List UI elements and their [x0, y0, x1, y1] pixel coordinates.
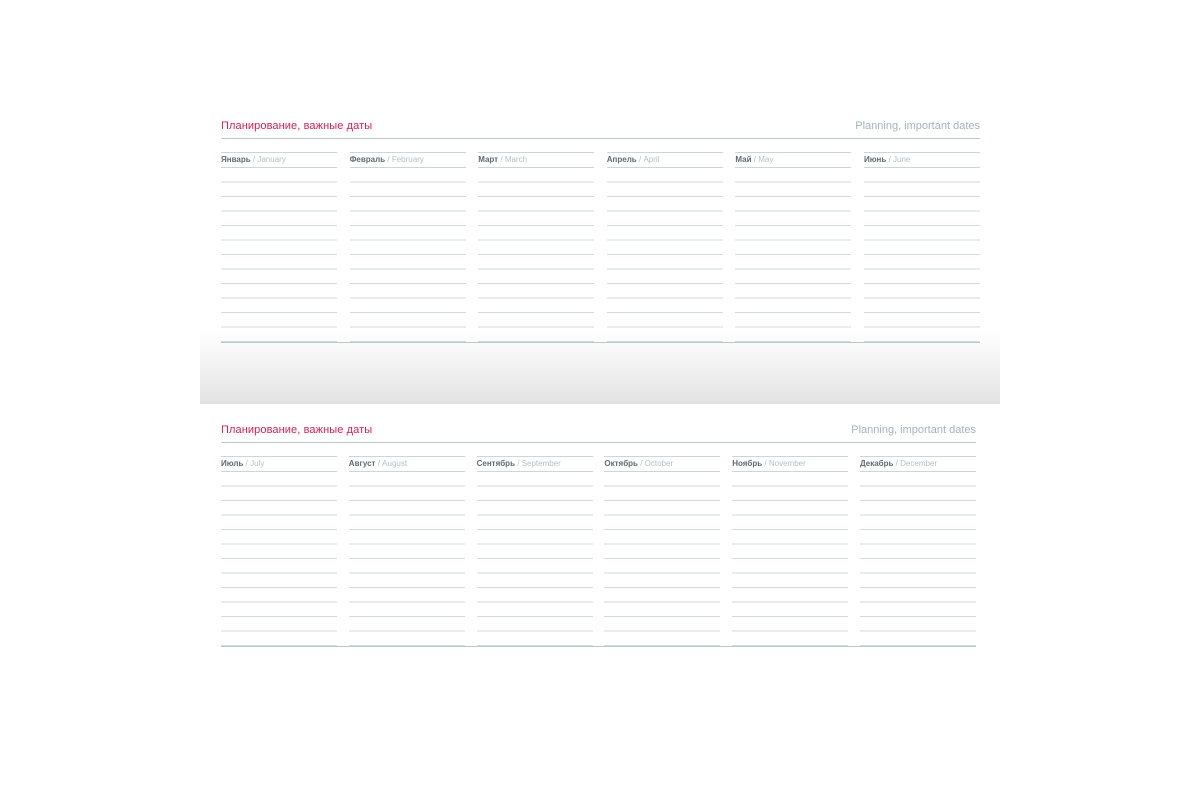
month-name-english: April: [643, 155, 660, 164]
month-heading: [350, 152, 466, 168]
month-separator: /: [764, 459, 767, 468]
month-heading: [221, 152, 337, 168]
month-name-english: March: [504, 155, 528, 164]
planning-sheet-second-half: [200, 408, 1000, 688]
month-column-march: [478, 152, 594, 342]
month-heading: [864, 152, 980, 168]
month-heading: [860, 456, 976, 472]
month-name-russian: Июль: [221, 459, 244, 468]
month-columns: [221, 456, 976, 646]
sheet-title-russian: Планирование, важные даты: [221, 424, 373, 436]
month-name-russian: Февраль: [349, 155, 386, 164]
writing-lines[interactable]: [477, 472, 593, 646]
month-name-russian: Август: [348, 459, 376, 468]
month-column-june: [864, 152, 980, 342]
month-separator: /: [500, 155, 503, 164]
writing-lines[interactable]: [478, 168, 594, 342]
month-separator: /: [245, 459, 248, 468]
month-heading: [478, 152, 594, 168]
month-column-november: [732, 456, 848, 646]
writing-lines[interactable]: [864, 168, 980, 342]
writing-lines[interactable]: [350, 168, 466, 342]
month-name-russian: Июнь: [863, 155, 887, 164]
month-name-russian: Май: [735, 155, 752, 164]
month-column-may: [735, 152, 851, 342]
month-heading: [735, 152, 851, 168]
month-column-april: [607, 152, 723, 342]
sheet-header: [221, 103, 980, 139]
month-name-english: June: [893, 155, 911, 164]
writing-lines[interactable]: [860, 472, 976, 646]
month-name-russian: Март: [478, 155, 499, 164]
month-column-december: [860, 456, 976, 646]
month-column-january: [221, 152, 337, 342]
month-column-october: [604, 456, 720, 646]
month-name-english: January: [257, 155, 286, 164]
month-name-english: November: [768, 459, 806, 468]
month-heading: [221, 456, 337, 472]
month-name-english: February: [391, 155, 424, 164]
writing-lines[interactable]: [221, 168, 337, 342]
month-name-russian: Сентябрь: [476, 459, 515, 468]
month-column-july: [221, 456, 337, 646]
month-separator: /: [640, 459, 643, 468]
month-separator: /: [888, 155, 891, 164]
month-name-english: December: [900, 459, 938, 468]
month-name-russian: Январь: [221, 155, 251, 164]
month-name-russian: Декабрь: [859, 459, 894, 468]
writing-lines[interactable]: [732, 472, 848, 646]
month-name-english: October: [644, 459, 674, 468]
sheet-bottom-rule: [221, 342, 980, 343]
sheet-header: [221, 408, 976, 443]
sheet-bottom-rule: [221, 646, 976, 647]
sheet-title-english: Planning, important dates: [855, 120, 980, 132]
month-column-september: [477, 456, 593, 646]
writing-lines[interactable]: [607, 168, 723, 342]
month-columns: [221, 152, 980, 342]
month-separator: /: [753, 155, 756, 164]
month-column-february: [350, 152, 466, 342]
month-heading: [349, 456, 465, 472]
month-name-english: September: [521, 459, 561, 468]
writing-lines[interactable]: [735, 168, 851, 342]
month-separator: /: [895, 459, 898, 468]
planning-sheet-first-half: [200, 103, 1000, 404]
month-name-russian: Апрель: [606, 155, 637, 164]
month-heading: [604, 456, 720, 472]
month-separator: /: [638, 155, 642, 164]
month-name-english: July: [250, 459, 265, 468]
month-name-english: August: [382, 459, 408, 468]
sheet-title-english: Planning, important dates: [851, 424, 976, 436]
month-heading: [477, 456, 593, 472]
writing-lines[interactable]: [221, 472, 337, 646]
month-column-august: [349, 456, 465, 646]
month-heading: [607, 152, 723, 168]
month-separator: /: [252, 155, 256, 164]
writing-lines[interactable]: [349, 472, 465, 646]
month-name-russian: Ноябрь: [732, 459, 763, 468]
month-separator: /: [377, 459, 380, 468]
month-name-english: May: [758, 155, 774, 164]
month-separator: /: [517, 459, 520, 468]
month-heading: [732, 456, 848, 472]
month-name-russian: Октябрь: [604, 459, 638, 468]
writing-lines[interactable]: [604, 472, 720, 646]
sheet-title-russian: Планирование, важные даты: [221, 120, 373, 132]
month-separator: /: [387, 155, 390, 164]
